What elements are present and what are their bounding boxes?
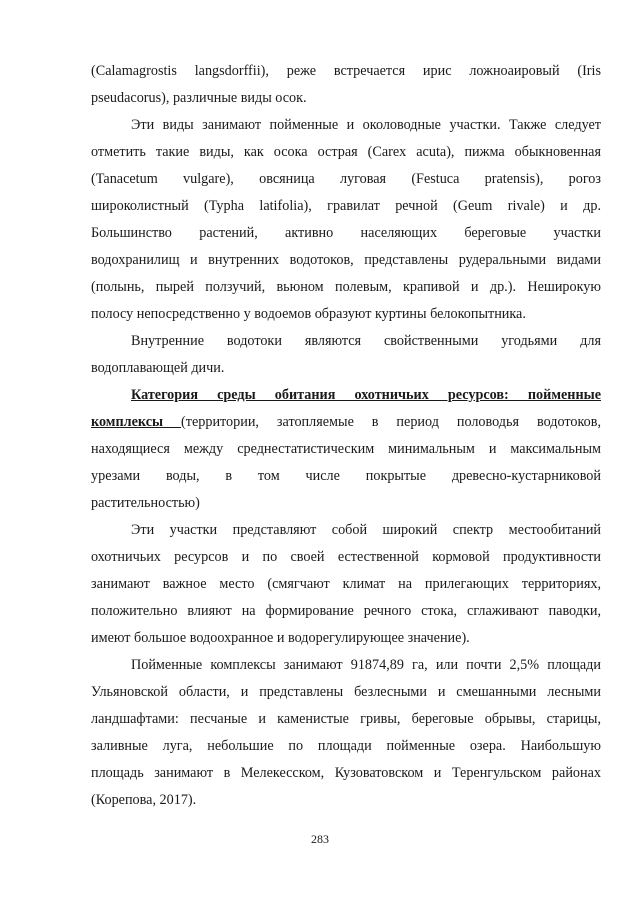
text-line: отметить такие виды, как осока острая (Carex acuta), пижма обыкновенная — [91, 144, 601, 160]
text-line: охотничьих ресурсов и по своей естественной кормовой продуктивности — [91, 549, 601, 565]
text-line: площадь занимают в Мелекесском, Кузоватовском и Теренгульском районах — [91, 765, 601, 781]
text-line: pseudacorus), различные виды осок. — [91, 90, 307, 106]
text-line: (полынь, пырей ползучий, вьюном полевым, крапивой и др.). Неширокую — [91, 279, 601, 295]
text-line: урезами воды, в том числе покрытые древесно-кустарниковой — [91, 468, 601, 484]
text-line: водоплавающей дичи. — [91, 360, 225, 376]
text-line: полосу непосредственно у водоемов образуют куртины белокопытника. — [91, 306, 526, 322]
text-line: находящиеся между среднестатистическим минимальным и максимальным — [91, 441, 601, 457]
text-line: (Корепова, 2017). — [91, 792, 197, 808]
text-line: (Calamagrostis langsdorffii), реже встречается ирис ложноаировый (Iris — [91, 63, 601, 79]
section-heading: Категория среды обитания охотничьих ресурсов: пойменные — [131, 387, 601, 403]
text-line: водохранилищ и внутренних водотоков, представлены рудеральными видами — [91, 252, 601, 268]
text-line: широколистный (Typha latifolia), гравилат речной (Geum rivale) и др. — [91, 198, 601, 214]
text-line: Внутренние водотоки являются свойственными угодьями для — [131, 333, 601, 349]
section-heading-continuation: комплексы — [91, 414, 182, 430]
text-line — [91, 413, 601, 431]
text-line: Пойменные комплексы занимают 91874,89 га, или почти 2,5% площади — [131, 657, 601, 673]
text-line: заливные луга, небольшие по площади пойменные озера. Наибольшую — [91, 738, 601, 754]
text-line-rest: (территории, затопляемые в период половодья водотоков, — [181, 414, 601, 430]
page-number: 283 — [311, 832, 329, 846]
text-line: ландшафтами: песчаные и каменистые гривы, береговые обрывы, старицы, — [91, 711, 601, 727]
text-line: растительностью) — [91, 495, 200, 511]
text-line: положительно влияют на формирование речного стока, сглаживают паводки, — [91, 603, 601, 619]
text-line: Ульяновской области, и представлены безлесными и смешанными лесными — [91, 684, 601, 700]
text-line: Эти участки представляют собой широкий спектр местообитаний — [131, 522, 601, 538]
text-line: Большинство растений, активно населяющих береговые участки — [91, 225, 601, 241]
text-line: имеют большое водоохранное и водорегулирующее значение). — [91, 630, 470, 646]
text-line: Эти виды занимают пойменные и околоводные участки. Также следует — [131, 117, 601, 133]
text-line: (Tanacetum vulgare), овсяница луговая (Festuca pratensis), рогоз — [91, 171, 601, 187]
text-line: занимают важное место (смягчают климат на прилегающих территориях, — [91, 576, 601, 592]
